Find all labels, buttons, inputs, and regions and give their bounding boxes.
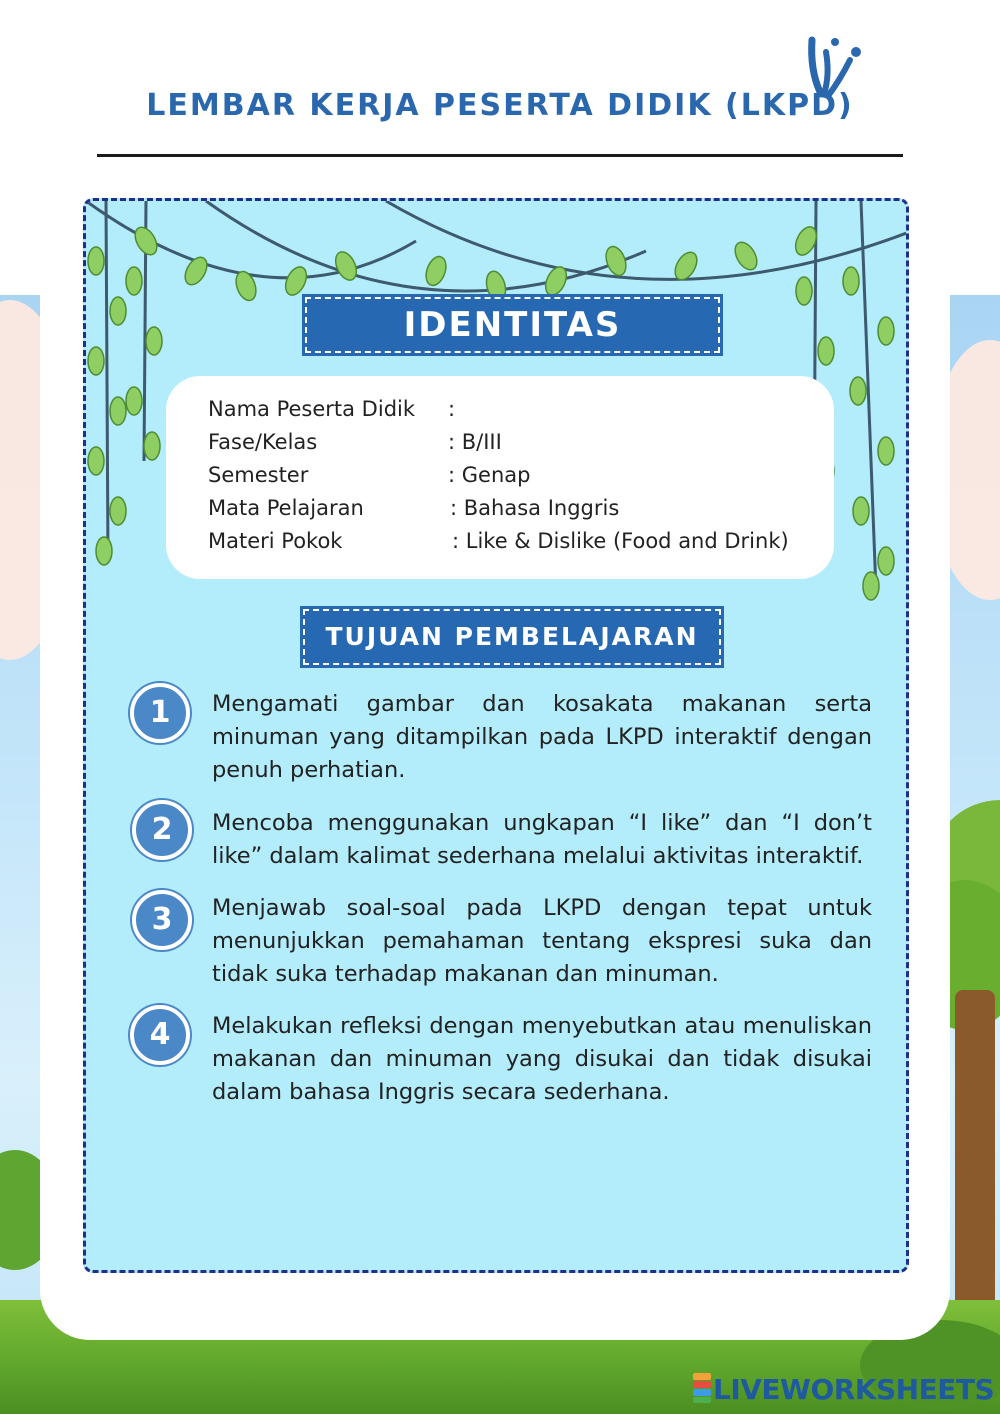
objective-number-2: 2 (132, 800, 192, 860)
splash-icon (790, 30, 870, 110)
objective-number-3: 3 (132, 890, 192, 950)
liveworksheets-badge-icon (693, 1373, 711, 1403)
identity-label: Materi Pokok (208, 529, 343, 553)
identity-value: : Bahasa Inggris (450, 496, 620, 520)
objective-text-3: Menjawab soal-soal pada LKPD dengan tepat untuk menunjukkan pemahaman tentang ekspresi suka dan tidak suka terhadap makanan dan minuman. (212, 895, 872, 987)
header-divider (97, 154, 903, 157)
identity-value: : Genap (448, 463, 531, 487)
objective-text-1: Mengamati gambar dan kosakata makanan serta minuman yang ditampilkan pada LKPD interaktif dengan penuh perhatian. (212, 691, 872, 783)
identity-value: : Like & Dislike (Food and Drink) (452, 529, 789, 553)
identity-label: Nama Peserta Didik (208, 397, 416, 421)
identity-label: Semester (208, 463, 309, 487)
tujuan-banner: TUJUAN PEMBELAJARAN (303, 609, 721, 665)
identity-value: : (448, 397, 456, 421)
liveworksheets-logo[interactable] (693, 1373, 994, 1407)
identitas-banner: IDENTITAS (305, 297, 720, 353)
objective-text-4: Melakukan refleksi dengan menyebutkan atau menuliskan makanan dan minuman yang disukai dan tidak disukai dalam bahasa Inggris secara sederhana. (212, 1013, 872, 1105)
objective-text-2: Mencoba menggunakan ungkapan “I like” dan “I don’t like” dalam kalimat sederhana melalui aktivitas interaktif. (212, 810, 872, 869)
identity-label: Mata Pelajaran (208, 496, 364, 520)
tree-trunk (955, 990, 995, 1320)
page-title: LEMBAR KERJA PESERTA DIDIK (LKPD) (146, 88, 854, 123)
identity-value: : B/III (448, 430, 502, 454)
identity-label: Fase/Kelas (208, 430, 318, 454)
objective-number-1: 1 (130, 683, 190, 743)
liveworksheets-logo-text: LIVEWORKSHEETS (713, 1373, 995, 1406)
objective-number-4: 4 (130, 1005, 190, 1065)
